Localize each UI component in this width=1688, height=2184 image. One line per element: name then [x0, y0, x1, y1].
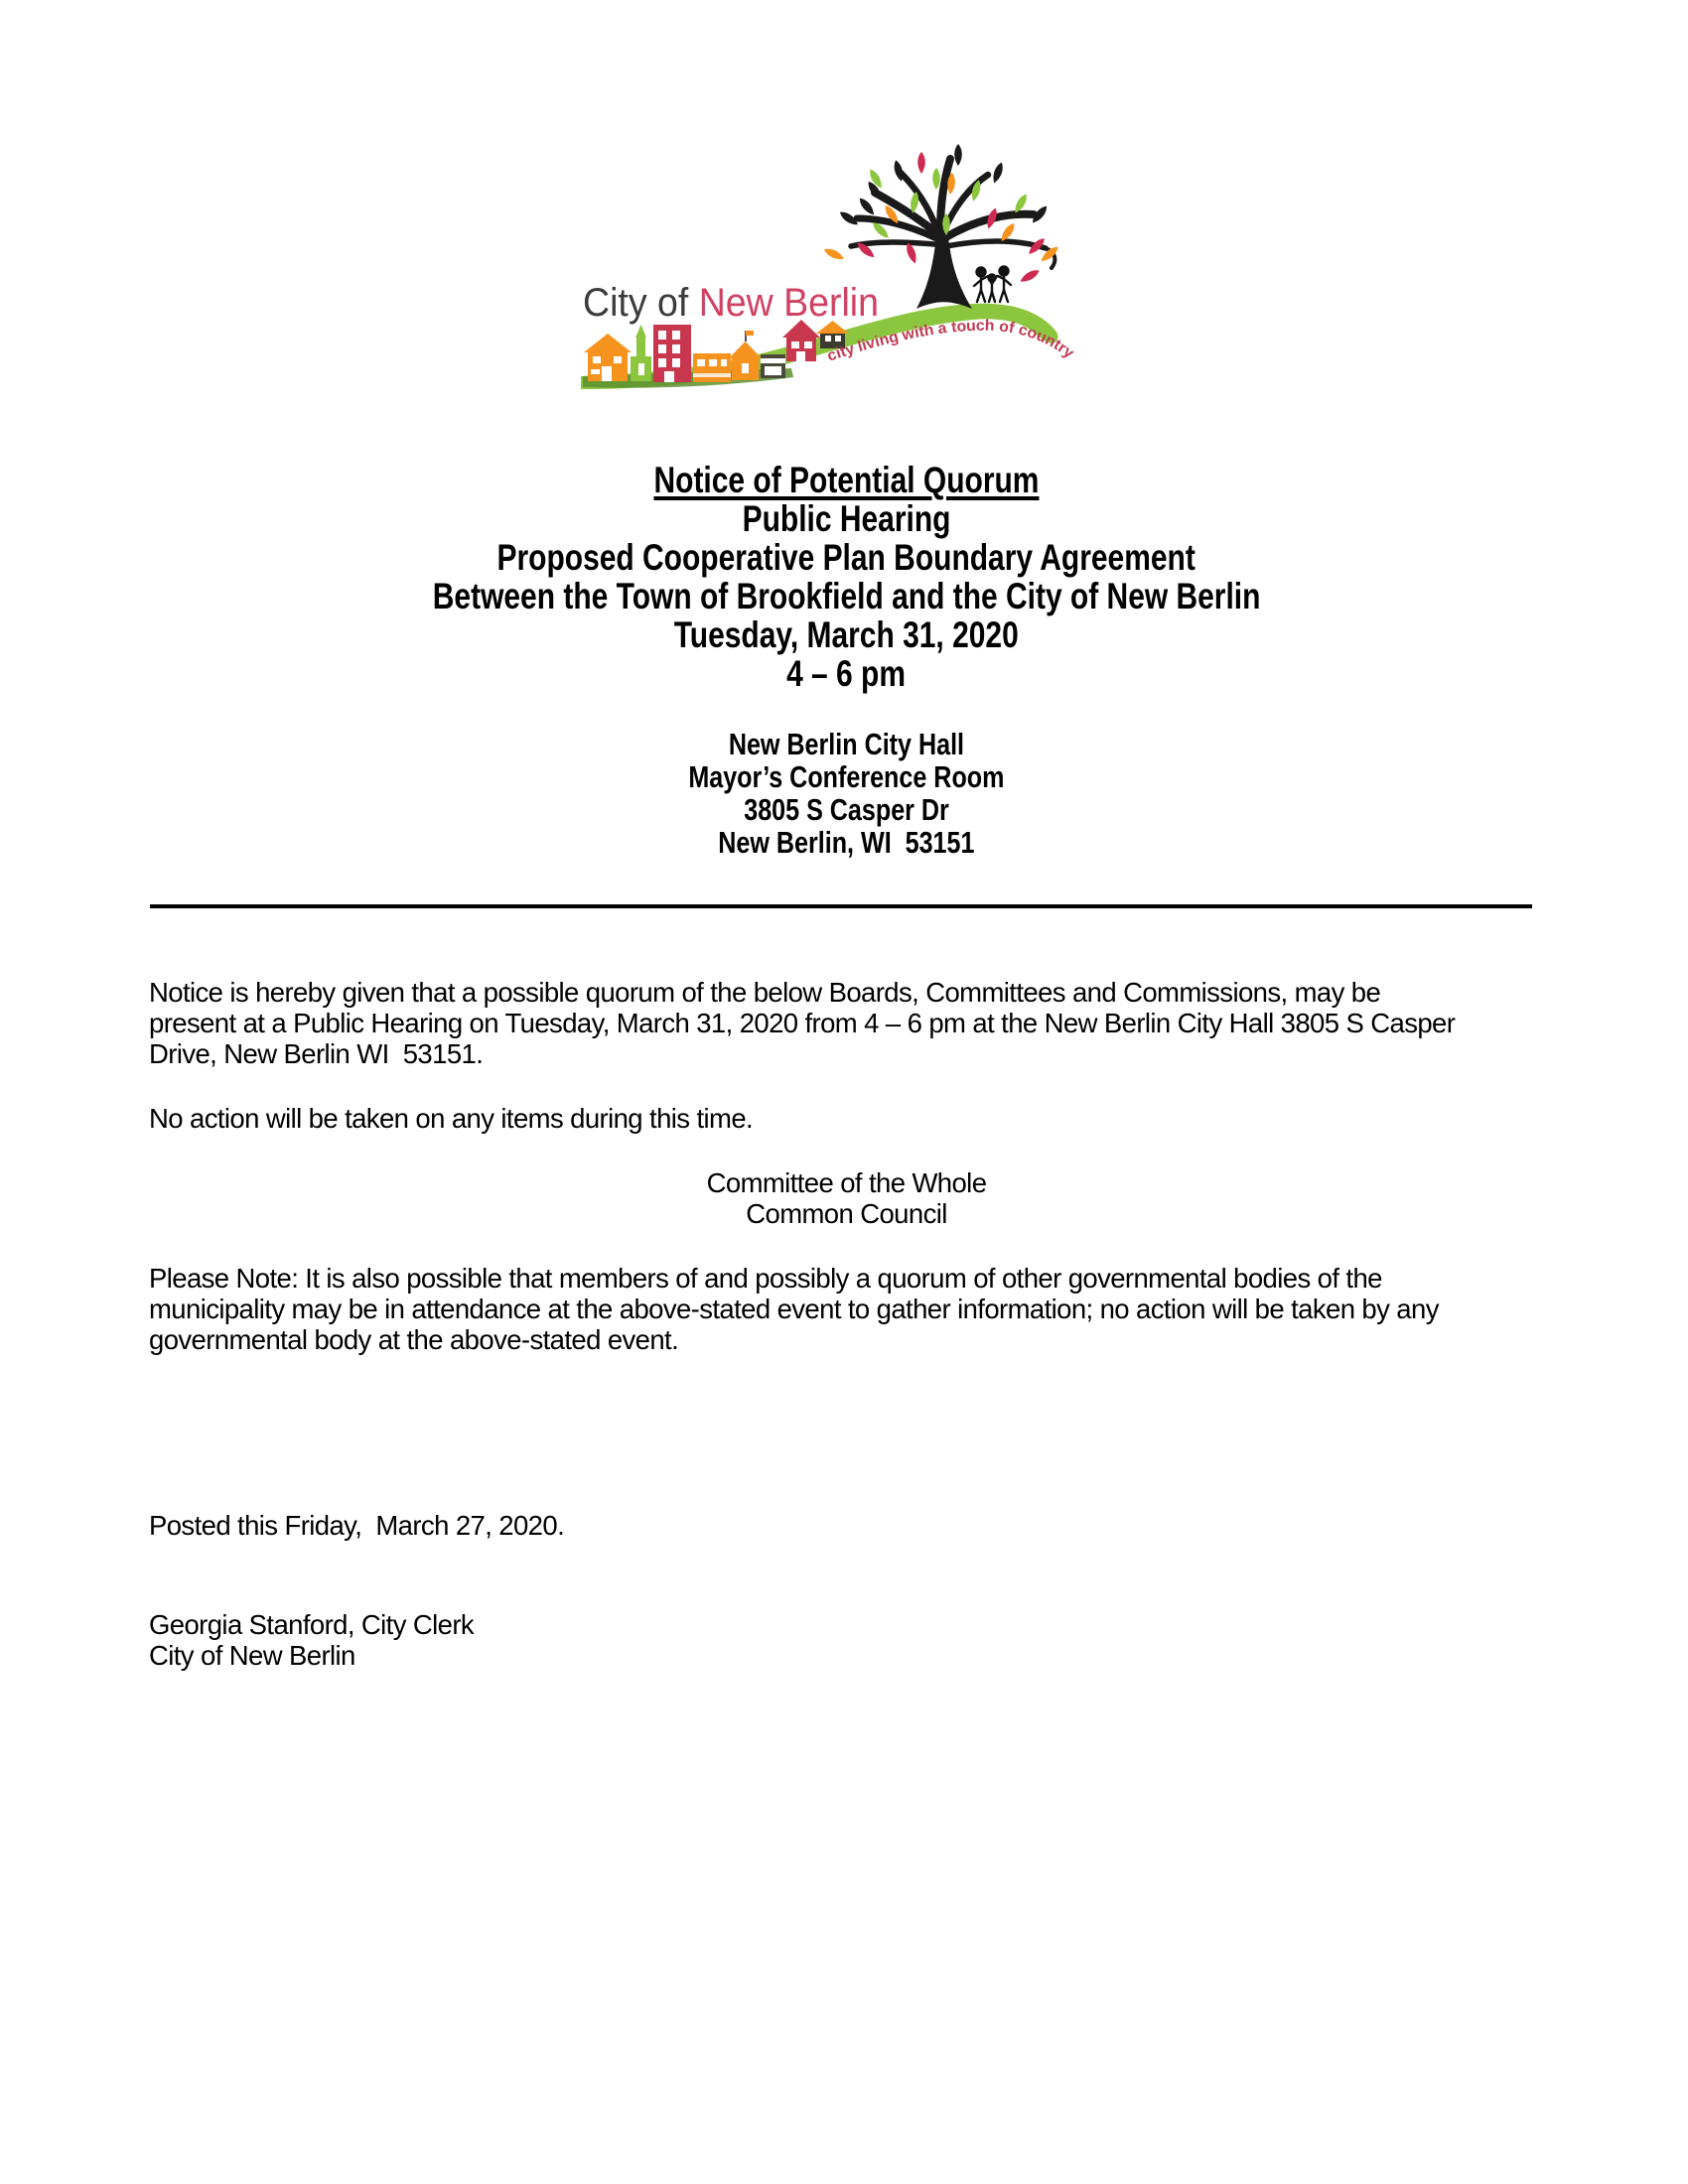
city-of-new-berlin-logo	[581, 127, 1077, 395]
family-figures	[974, 267, 1011, 303]
committee-of-the-whole: Committee of the Whole	[706, 1167, 987, 1198]
logo-wordmark	[583, 281, 892, 325]
hearing-date: Tuesday, March 31, 2020	[673, 614, 1020, 655]
notice-title: Notice of Potential Quorum	[653, 460, 1040, 500]
notice-paragraph-line-1: Notice is hereby given that a possible quorum of the below Boards, Committees and Commissions, may be	[149, 977, 1381, 1008]
subtitle-between-parties: Between the Town of Brookfield and the City of New Berlin	[432, 576, 1261, 616]
notice-heading-block	[149, 461, 1544, 693]
hearing-time: 4 – 6 pm	[786, 653, 907, 694]
notice-paragraph	[149, 977, 1455, 1069]
posted-date-line: Posted this Friday, March 27, 2020.	[149, 1510, 565, 1541]
horizontal-divider	[150, 904, 1532, 908]
logo-wordmark-highlight: New Berlin	[698, 281, 892, 325]
posted-date	[149, 1510, 564, 1541]
location-hall: New Berlin City Hall	[728, 727, 965, 761]
signature-block	[149, 1609, 474, 1671]
location-street: 3805 S Casper Dr	[744, 792, 949, 827]
common-council: Common Council	[746, 1198, 947, 1229]
location-room: Mayor’s Conference Room	[688, 759, 1005, 794]
location-city-state-zip: New Berlin, WI 53151	[718, 825, 975, 860]
location-block	[149, 728, 1544, 859]
clerk-city: City of New Berlin	[149, 1640, 355, 1671]
no-action-line: No action will be taken on any items during this time.	[149, 1103, 754, 1134]
logo-tagline: city living with a touch of country	[825, 317, 1077, 365]
clerk-name: Georgia Stanford, City Clerk	[149, 1609, 475, 1640]
bodies-list	[149, 1167, 1544, 1229]
subtitle-public-hearing: Public Hearing	[742, 498, 951, 539]
houses-illustration	[584, 320, 849, 382]
logo-wordmark-prefix: City of	[583, 281, 707, 325]
please-note-line-3: governmental body at the above-stated event.	[149, 1324, 679, 1355]
subtitle-proposed-plan: Proposed Cooperative Plan Boundary Agreement	[496, 537, 1196, 578]
notice-paragraph-line-3: Drive, New Berlin WI 53151.	[149, 1038, 484, 1069]
please-note-paragraph	[149, 1263, 1439, 1355]
please-note-line-1: Please Note: It is also possible that members of and possibly a quorum of other governmental bodies of the	[149, 1263, 1382, 1294]
please-note-line-2: municipality may be in attendance at the above-stated event to gather information; no action will be taken by any	[149, 1294, 1439, 1324]
no-action-paragraph	[149, 1103, 753, 1134]
notice-paragraph-line-2: present at a Public Hearing on Tuesday, March 31, 2020 from 4 – 6 pm at the New Berlin City Hall 3805 S Casper	[149, 1008, 1456, 1038]
